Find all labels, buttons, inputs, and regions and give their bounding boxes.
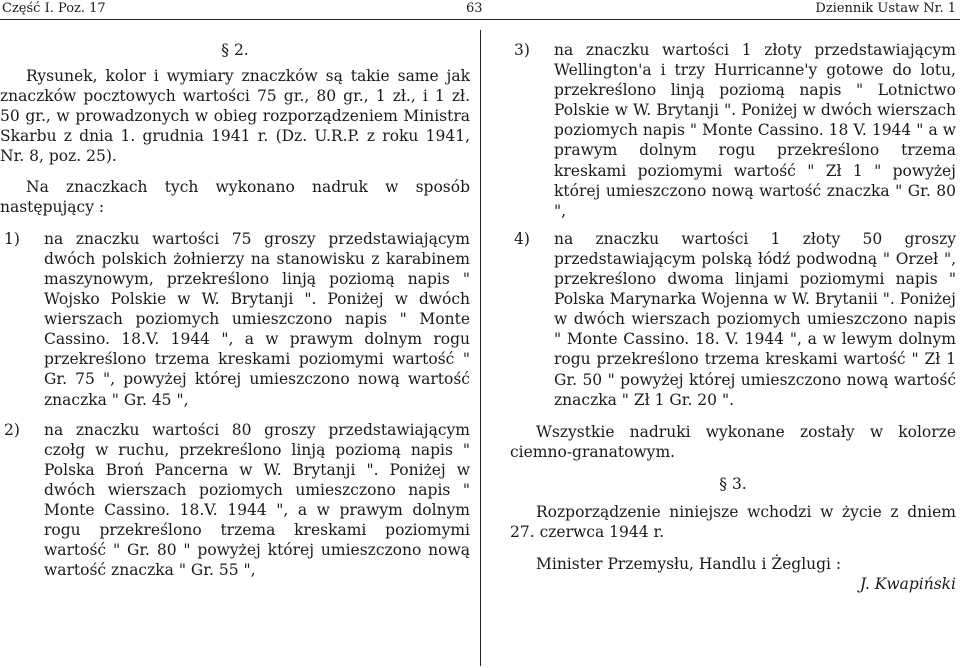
- header-part-position: Część I. Poz. 17: [2, 1, 106, 16]
- list-item-3: [510, 40, 956, 221]
- list-item-2: [0, 420, 470, 581]
- left-column: [0, 40, 470, 580]
- effective-date-paragraph: Rozporządzenie niniejsze wchodzi w życie z dniem 27. czerwca 1944 r.: [510, 502, 956, 542]
- list-item-4: [510, 229, 956, 410]
- section-3-heading: § 3.: [719, 474, 747, 493]
- page-number: 63: [466, 1, 483, 16]
- item-number: 4): [514, 229, 530, 248]
- item-number: 2): [4, 420, 20, 439]
- page-header: [0, 0, 960, 18]
- lead-paragraph: Na znaczkach tych wykonano nadruk w sposób następujący :: [0, 177, 470, 216]
- section-2-heading: § 2.: [221, 41, 249, 59]
- item-number: 1): [4, 229, 20, 248]
- right-column: [510, 40, 956, 594]
- minister-title: Minister Przemysłu, Handlu i Żeglugi :: [536, 555, 842, 574]
- header-rule: [0, 19, 960, 20]
- signature: J. Kwapiński: [859, 575, 956, 594]
- item-text: na znaczku wartości 75 groszy przedstawiającym dwóch polskich żołnierzy na stanowisku z karabinem maszynowym, przekreślono linją poziomą napis " Wojsko Polskie w W. Brytanji ". Poniżej w dwóch wierszach poziomych umieszczono napis " Monte Cassino. 18.V. 1944 ", a w prawym dolnym rogu przekreślono trzema kreskami poziomymi wartość " Gr. 75 ", powyżej której umieszczono nową wartość znaczka " Gr. 45 ",: [44, 229, 470, 409]
- item-text: na znaczku wartości 1 złoty 50 groszy przedstawiającym polską łódź podwodną " Orzeł ", przekreślono dwoma linjami poziomymi napis " Polska Marynarka Wojenna w W. Brytanii ". Poniżej w dwóch wierszach poziomych umieszczono napis " Monte Cassino. 18. V. 1944 ", a w lewym dolnym rogu przekreślono trzema kreskami wartość " Zł 1 Gr. 50 " powyżej której umieszczono nową wartość znaczka " Zł 1 Gr. 20 ".: [554, 229, 956, 409]
- item-number: 3): [514, 41, 530, 59]
- closing-paragraph: Wszystkie nadruki wykonane zostały w kolorze ciemno-granatowym.: [510, 422, 956, 461]
- intro-paragraph: Rysunek, kolor i wymiary znaczków są takie same jak znaczków pocztowych wartości 75 gr., 80 gr., 1 zł., i 1 zł. 50 gr., w prowadzonych w obieg rozporządzeniem Ministra Skarbu z dnia 1. grudnia 1941 r. (Dz. U.R.P. z roku 1941, Nr. 8, poz. 25).: [0, 67, 470, 166]
- journal-title: Dziennik Ustaw Nr. 1: [815, 1, 956, 16]
- column-divider: [480, 30, 481, 666]
- list-item-1: [0, 229, 470, 410]
- item-text: na znaczku wartości 1 złoty przedstawiającym Wellington'a i trzy Hurricanne'y gotowe do lotu, przekreślono linją poziomą napis " Lotnictwo Polskie w W. Brytanji ". Poniżej w dwóch wierszach poziomych napis " Monte Cassino. 18 V. 1944 " a w prawym dolnym rogu przekreślono trzema kreskami poziomymi wartość " Zł 1 " powyżej której umieszczono nową wartość znaczka " Gr. 80 ",: [554, 41, 956, 220]
- item-text: na znaczku wartości 80 groszy przedstawiającym czołg w ruchu, przekreślono linją poziomą napis " Polska Broń Pancerna w W. Brytanji ". Poniżej w dwóch wierszach poziomych umieszczono napis " Monte Cassino. 18.V. 1944 ", a w prawym dolnym rogu przekreślono trzema kreskami poziomymi wartość " Gr. 80 " powyżej której umieszczono nową wartość znaczka " Gr. 55 ",: [44, 420, 470, 580]
